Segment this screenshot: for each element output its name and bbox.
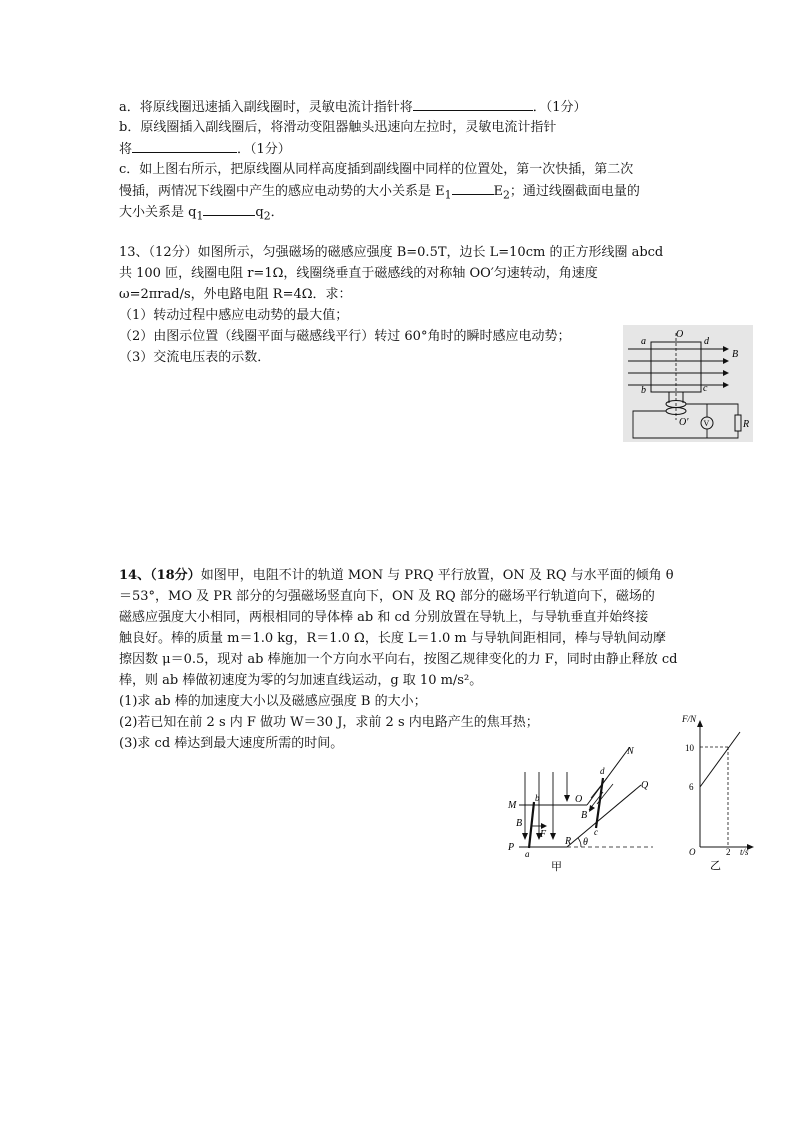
- label-O-prime: O′: [679, 417, 689, 428]
- label-M: M: [508, 800, 517, 811]
- label-c: c: [594, 827, 598, 837]
- label-d: d: [600, 766, 605, 776]
- q12-part-b-cont: 将 ．（1分）: [119, 139, 291, 160]
- label-b: b: [641, 385, 646, 396]
- incline-field-lines: [589, 778, 613, 810]
- rails-figure: [505, 740, 660, 875]
- q14-line5: 擦因数 μ＝0.5，现对 ab 棒施加一个方向水平向右，按图乙规律变化的力 F，同时由静止释放 cd: [119, 652, 678, 667]
- q12-part-c-line3: 大小关系是 $q_1$ $q_2$．: [119, 202, 284, 227]
- theta-arc: [578, 838, 581, 847]
- q14-line2: ＝53°，MO 及 PR 部分的匀强磁场竖直向下，ON 及 RQ 部分的磁场平行轨道向下，磁场的: [119, 589, 655, 604]
- label-B-left: B: [516, 818, 523, 829]
- figure-caption-yi: 乙: [710, 860, 721, 872]
- label-c: c: [703, 383, 708, 394]
- label-O: O: [575, 794, 583, 805]
- figure-caption-jia: 甲: [551, 861, 562, 873]
- q14-item1: (1)求 ab 棒的加速度大小以及磁感应强度 B 的大小；: [119, 694, 427, 709]
- q13-line1: 13、（12分）如图所示，匀强磁场的磁感应强度 B=0.5T，边长 L=10cm 的正方形线圈 abcd: [119, 245, 664, 260]
- tick-6: 6: [689, 782, 694, 792]
- label-d: d: [704, 336, 709, 347]
- q13-line3: ω=2πrad/s，外电路电阻 R=4Ω．求：: [119, 287, 352, 302]
- force-line: [700, 732, 740, 787]
- q12-part-c-line2: 慢插，两情况下线圈中产生的感应电动势的大小关系是 $E_1$ $E_2$；通过线圈截面电量的: [119, 181, 640, 206]
- y-axis-arrow: [697, 720, 703, 727]
- label-P: P: [508, 842, 515, 853]
- y-axis-label: F/N: [682, 714, 697, 724]
- label-B: B: [732, 349, 739, 360]
- coil-figure: [623, 325, 753, 442]
- force-time-graph: [680, 712, 760, 874]
- rod-cd: [596, 778, 603, 828]
- q12-part-a: a．将原线圈迅速插入副线圈时，灵敏电流计指针将 ．（1分）: [119, 97, 587, 118]
- q14-line4: 触良好。棒的质量 m＝1.0 kg，R＝1.0 Ω，长度 L＝1.0 m 与导轨间距相同，棒与导轨间动摩: [119, 631, 666, 646]
- x-axis-label: t/s: [740, 847, 749, 857]
- rail-ON: [587, 748, 629, 805]
- label-B-incline: B: [581, 810, 588, 821]
- q13-line2: 共 100 匝，线圈电阻 r=1Ω，线圈绕垂直于磁感线的对称轴 OO′匀速转动，角速度: [119, 266, 598, 281]
- label-Q: Q: [641, 780, 649, 791]
- q13-item3: （3）交流电压表的示数．: [119, 350, 271, 365]
- answer-blank[interactable]: [452, 181, 494, 195]
- tick-2: 2: [726, 847, 731, 857]
- label-b: b: [535, 793, 540, 803]
- label-O: O: [676, 329, 684, 340]
- tick-10: 10: [685, 743, 694, 753]
- q13-item2: （2）由图示位置（线圈平面与磁感线平行）转过 60°角时的瞬时感应电动势；: [119, 329, 571, 344]
- label-N: N: [627, 746, 634, 757]
- label-R: R: [565, 836, 572, 847]
- answer-blank[interactable]: [203, 202, 255, 216]
- resistor-icon: [735, 415, 741, 431]
- q14-line6: 棒，则 ab 棒做初速度为零的匀加速直线运动，g 取 10 m/s²。: [119, 673, 483, 688]
- q12-part-b: b．原线圈插入副线圈后，将滑动变阻器触头迅速向左拉时，灵敏电流计指针: [119, 120, 557, 135]
- voltmeter-label: V: [703, 419, 710, 428]
- q14-line1: 14、（18分）如图甲，电阻不计的轨道 MON 与 PRQ 平行放置，ON 及 RQ 与水平面的倾角 θ: [119, 568, 674, 583]
- q14-item2: (2)若已知在前 2 s 内 F 做功 W＝30 J，求前 2 s 内电路产生的焦耳热；: [119, 715, 539, 730]
- origin-label: O: [689, 847, 696, 857]
- q12-part-c-line1: c．如上图右所示，把原线圈从同样高度插到副线圈中同样的位置处，第一次快插，第二次: [119, 162, 634, 177]
- label-R: R: [743, 419, 750, 430]
- label-theta: θ: [583, 837, 588, 848]
- label-a: a: [641, 336, 646, 347]
- answer-blank[interactable]: [413, 97, 533, 111]
- label-F: F: [540, 829, 547, 840]
- q14-line3: 磁感应强度大小相同，两根相同的导体棒 ab 和 cd 分别放置在导轨上，与导轨垂直并始终接: [119, 610, 649, 625]
- q13-item1: （1）转动过程中感应电动势的最大值；: [119, 308, 349, 323]
- q14-item3: (3)求 cd 棒达到最大速度所需的时间。: [119, 736, 344, 751]
- answer-blank[interactable]: [132, 139, 237, 153]
- rod-ab: [529, 802, 534, 848]
- label-a: a: [525, 849, 530, 859]
